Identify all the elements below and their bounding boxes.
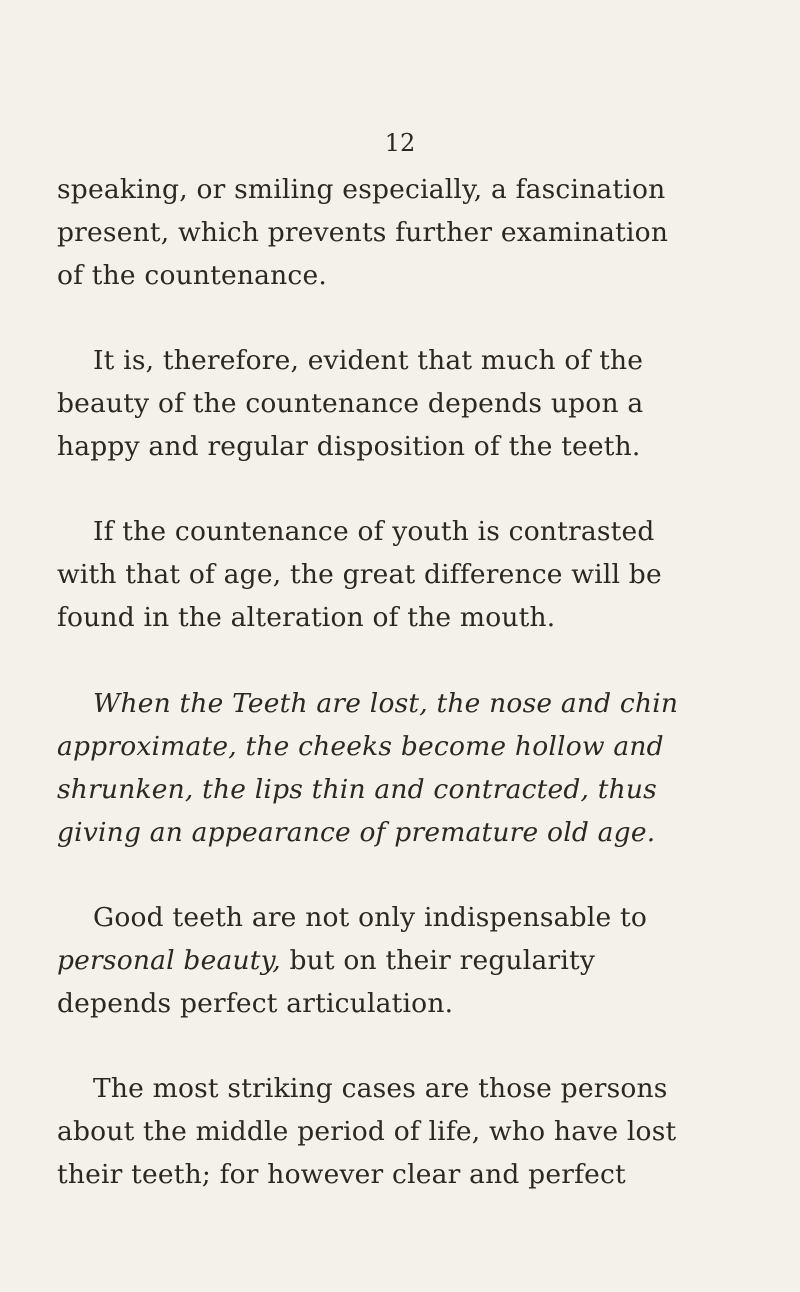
text-line: their teeth; for however clear and perfect <box>57 1159 626 1190</box>
text-line: present, which prevents further examination <box>57 217 669 248</box>
paragraph-4-italic <box>57 682 769 854</box>
text-fragment: but on their regularity <box>280 945 596 976</box>
paragraph-2 <box>57 339 769 468</box>
text-line: of the countenance. <box>57 260 327 291</box>
text-line: Good teeth are not only indispensable to <box>93 902 648 933</box>
text-line: The most striking cases are those persons <box>93 1073 668 1104</box>
paragraph-6 <box>57 1067 769 1196</box>
paragraph-3 <box>57 510 769 639</box>
page-number: 12 <box>384 129 416 157</box>
text-line: approximate, the cheeks become hollow and <box>57 731 664 762</box>
paragraph-1 <box>57 168 769 297</box>
paragraph-5 <box>57 896 769 1025</box>
text-line: depends perfect articulation. <box>57 988 454 1019</box>
text-line: with that of age, the great difference will be <box>57 559 662 590</box>
text-line: When the Teeth are lost, the nose and chin <box>93 688 679 719</box>
text-line: about the middle period of life, who have lost <box>57 1116 677 1147</box>
text-line: happy and regular disposition of the teeth. <box>57 431 641 462</box>
text-line: It is, therefore, evident that much of the <box>93 345 644 376</box>
text-line <box>57 939 769 982</box>
text-line: giving an appearance of premature old age. <box>57 817 656 848</box>
text-line: speaking, or smiling especially, a fascination <box>57 174 666 205</box>
text-line: shrunken, the lips thin and contracted, thus <box>57 774 657 805</box>
text-line: found in the alteration of the mouth. <box>57 602 556 633</box>
text-line: beauty of the countenance depends upon a <box>57 388 644 419</box>
emphasis-text: personal beauty, <box>57 945 281 976</box>
text-line: If the countenance of youth is contrasted <box>93 516 655 547</box>
